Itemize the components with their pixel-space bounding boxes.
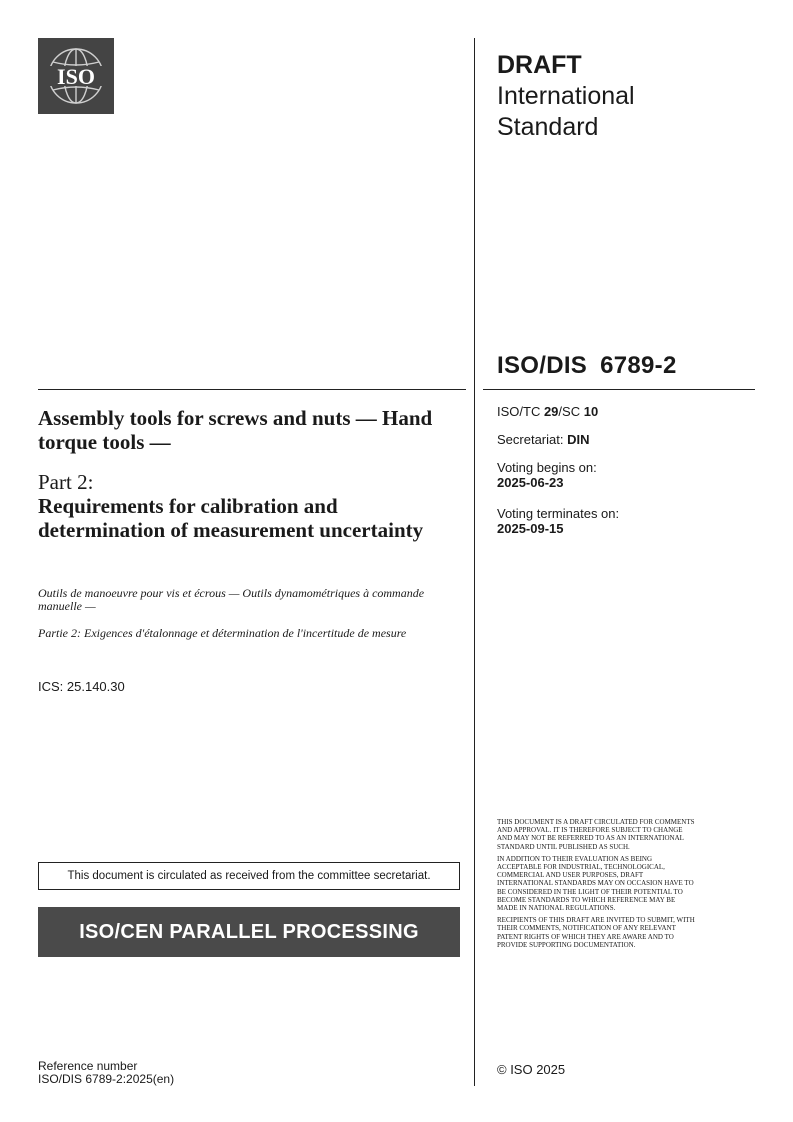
ics-code: ICS: 25.140.30 bbox=[38, 679, 125, 694]
voting-terminates-date: 2025-09-15 bbox=[497, 521, 564, 536]
secretariat-value: DIN bbox=[567, 432, 590, 447]
circulation-note: This document is circulated as received from the committee secretariat. bbox=[38, 862, 460, 890]
doc-type-line-1: DRAFT bbox=[497, 51, 582, 79]
disclaimer-paragraph: THIS DOCUMENT IS A DRAFT CIRCULATED FOR COMMENTS AND APPROVAL. IT IS THEREFORE SUBJECT TO CHANGE AND MAY NOT BE REFERRED TO AS AN INTERNATIONAL STANDARD UNTIL PUBLISHED AS SUCH. bbox=[497, 818, 695, 851]
draft-disclaimer bbox=[497, 818, 697, 953]
doc-type-line-2: International bbox=[497, 82, 635, 110]
voting-terminates bbox=[497, 506, 619, 536]
parallel-processing-banner: ISO/CEN PARALLEL PROCESSING bbox=[38, 907, 460, 957]
copyright: © ISO 2025 bbox=[497, 1062, 566, 1077]
reference-label: Reference number bbox=[38, 1059, 138, 1073]
left-horizontal-rule bbox=[38, 389, 466, 390]
document-number: ISO/DIS 6789-2 bbox=[497, 352, 677, 379]
tc-prefix: ISO/TC bbox=[497, 404, 544, 419]
voting-terminates-label: Voting terminates on: bbox=[497, 506, 620, 521]
part-label: Part 2: bbox=[38, 470, 94, 494]
disclaimer-paragraph: IN ADDITION TO THEIR EVALUATION AS BEING ACCEPTABLE FOR INDUSTRIAL, TECHNOLOGICAL, COMMERCIAL AND USER PURPOSES, DRAFT INTERNATIONAL STANDARDS MAY ON OCCASION HAVE TO BE CONSIDERED IN THE LIGHT OF THEIR POTENTIAL TO BECOME STANDARDS TO WHICH REFERENCE MAY BE MADE IN NATIONAL REGULATIONS. bbox=[497, 854, 694, 913]
french-title: Outils de manoeuvre pour vis et écrous — Outils dynamométriques à commande manuelle — bbox=[38, 586, 425, 613]
document-type bbox=[497, 50, 635, 143]
secretariat-label: Secretariat: bbox=[497, 432, 568, 447]
reference-value: ISO/DIS 6789-2:2025(en) bbox=[38, 1072, 175, 1086]
voting-begins bbox=[497, 460, 597, 490]
voting-begins-label: Voting begins on: bbox=[497, 460, 597, 475]
iso-logo-icon bbox=[38, 38, 114, 114]
main-title: Assembly tools for screws and nuts — Hand torque tools — bbox=[38, 406, 433, 454]
french-part-title: Partie 2: Exigences d'étalonnage et détermination de l'incertitude de mesure bbox=[38, 626, 407, 640]
right-horizontal-rule bbox=[483, 389, 755, 390]
doc-type-line-3: Standard bbox=[497, 113, 599, 141]
tc-number: 29 bbox=[543, 404, 559, 419]
voting-begins-date: 2025-06-23 bbox=[497, 475, 564, 490]
logo-text: ISO bbox=[57, 64, 95, 89]
committee-line bbox=[497, 404, 598, 419]
reference-number bbox=[38, 1060, 174, 1086]
disclaimer-paragraph: RECIPIENTS OF THIS DRAFT ARE INVITED TO SUBMIT, WITH THEIR COMMENTS, NOTIFICATION OF ANY RELEVANT PATENT RIGHTS OF WHICH THEY ARE AWARE AND TO PROVIDE SUPPORTING DOCUMENTATION. bbox=[497, 916, 695, 949]
part-title: Requirements for calibration and determination of measurement uncertainty bbox=[38, 494, 424, 542]
secretariat-line bbox=[497, 432, 589, 447]
sc-prefix: /SC bbox=[558, 404, 584, 419]
sc-number: 10 bbox=[583, 404, 599, 419]
column-divider bbox=[474, 38, 475, 1086]
